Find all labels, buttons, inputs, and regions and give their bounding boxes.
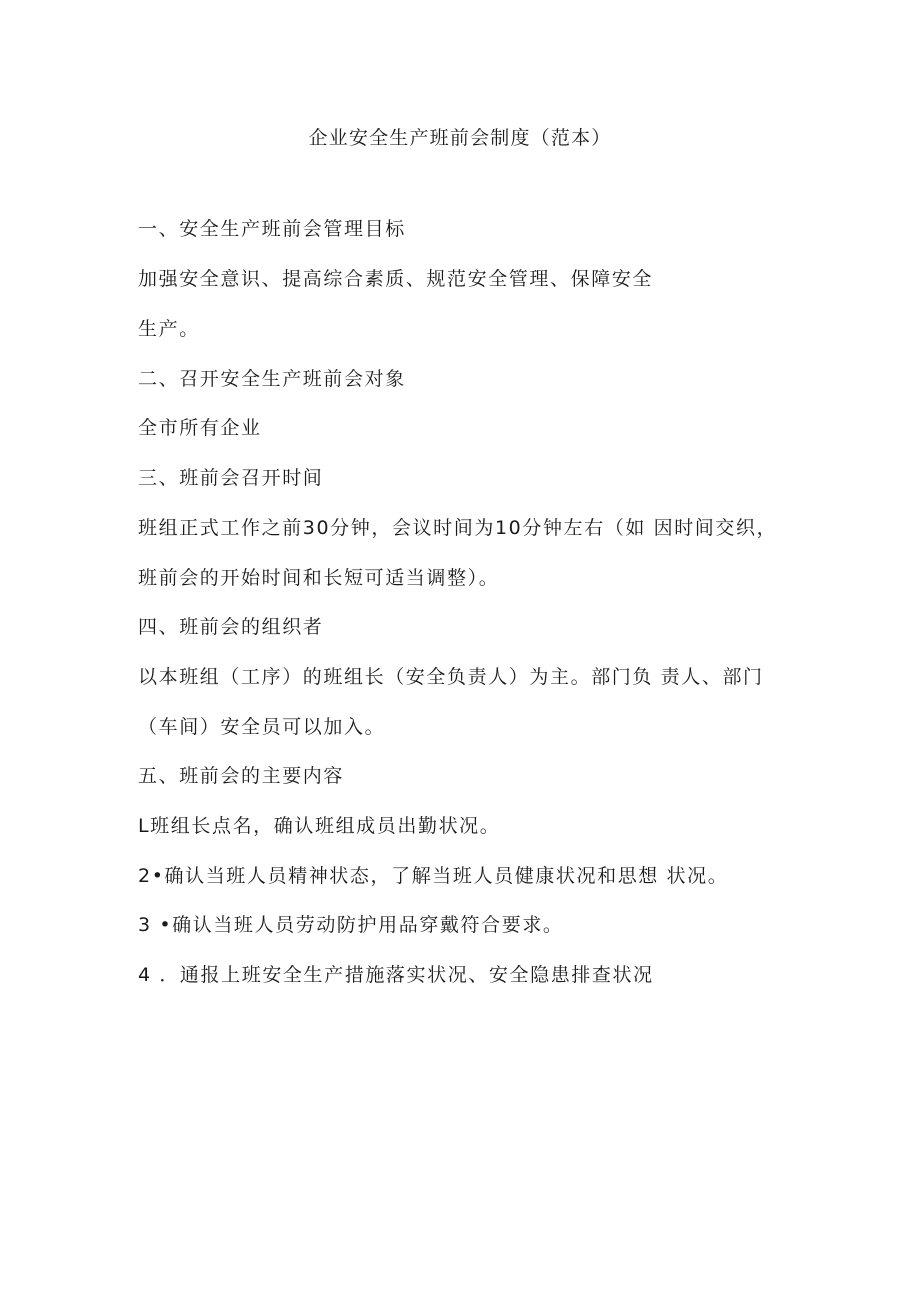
heading-organizer: 四、班前会的组织者	[138, 616, 324, 638]
paragraph-time-text-cont: 班前会的开始时间和长短可适当调整）。	[138, 567, 500, 589]
list-item-3: 3 •确认当班人员劳动防护用品穿戴符合要求。	[138, 914, 564, 936]
list-item-1: L班组长点名，确认班组成员出勤状况。	[138, 815, 501, 837]
paragraph-target-text: 全市所有企业	[138, 417, 262, 439]
document-title: 企业安全生产班前会制度（范本）	[308, 127, 612, 149]
paragraph-goal-text: 加强安全意识、提高综合素质、规范安全管理、保障安全	[138, 268, 654, 290]
paragraph-goal-text-cont: 生产。	[138, 318, 200, 340]
heading-main-content: 五、班前会的主要内容	[138, 765, 345, 787]
paragraph-organizer-text-cont: （车间）安全员可以加入。	[138, 716, 386, 738]
paragraph-time-text: 班组正式工作之前30分钟，会议时间为10分钟左右（如 因时间交织，	[138, 517, 778, 539]
heading-meeting-time: 三、班前会召开时间	[138, 467, 324, 489]
heading-management-goal: 一、安全生产班前会管理目标	[138, 218, 406, 240]
heading-meeting-target: 二、召开安全生产班前会对象	[138, 368, 406, 390]
paragraph-organizer-text: 以本班组（工序）的班组长（安全负责人）为主。部门负 责人、部门	[138, 666, 764, 688]
list-item-2: 2•确认当班人员精神状态，了解当班人员健康状况和思想 状况。	[138, 865, 729, 887]
list-item-4: 4 ．通报上班安全生产措施落实状况、安全隐患排查状况	[138, 964, 654, 986]
